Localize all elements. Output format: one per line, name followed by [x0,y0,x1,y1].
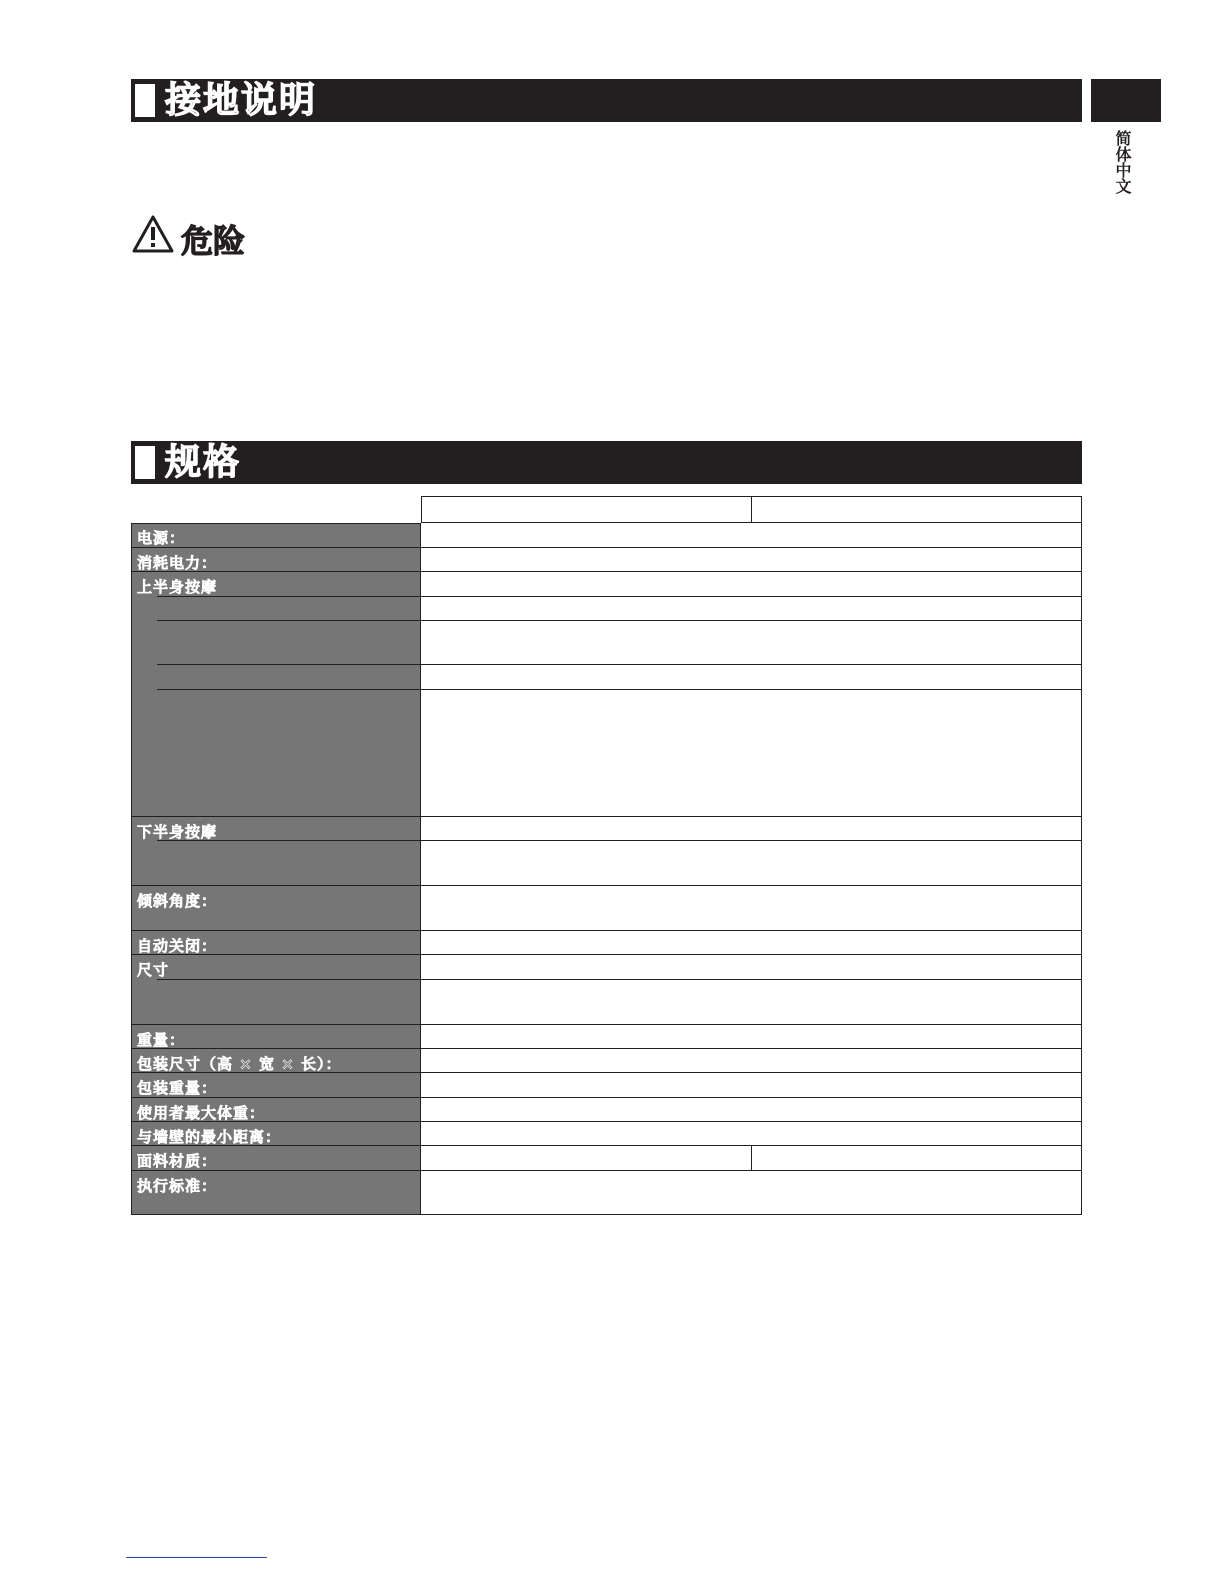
spec-row-fabric [131,1146,1082,1171]
specs-section-header [131,441,1082,484]
spec-row-auto-off [131,931,1082,955]
spec-value [421,1098,1082,1122]
spec-label: 自动关闭： [137,937,218,955]
spec-label: 电源： [137,529,186,547]
language-label: 简体中文 [1113,130,1132,194]
spec-row-dimensions [131,955,1082,980]
spec-row-max-user-weight [131,1098,1082,1122]
spec-row-lower-sub-1 [131,841,1082,886]
spec-value [421,548,1082,572]
section-marker [135,84,155,117]
spec-value [421,572,1082,597]
header-cell-model-2 [751,496,1082,523]
spec-row-standard [131,1171,1082,1215]
spec-row-upper-sub-2 [131,621,1082,665]
grounding-section-header [131,79,1082,122]
spec-label: 面料材质： [137,1152,218,1170]
spec-value [421,980,1082,1025]
spec-row-lower-body [131,817,1082,841]
spec-label: 倾斜角度： [137,892,218,910]
spec-row-upper-sub-3 [131,665,1082,690]
spec-row-upper-sub-4 [131,690,1082,817]
spec-value [421,841,1082,886]
spec-value [421,1049,1082,1073]
spec-value [421,1171,1082,1215]
spec-value [421,597,1082,621]
spec-label: 执行标准： [137,1177,218,1195]
footer-link-underline [126,1557,267,1558]
spec-label: 上半身按摩 [137,578,218,596]
spec-row-package-size [131,1049,1082,1073]
spec-row-weight [131,1025,1082,1049]
spec-row-recline-angle [131,886,1082,931]
spec-row-dimensions-sub [131,980,1082,1025]
spec-label: 使用者最大体重： [137,1104,266,1122]
spec-value [421,621,1082,665]
spec-label: 下半身按摩 [137,823,218,841]
spec-row-package-weight [131,1073,1082,1098]
spec-value [421,955,1082,980]
spec-row-consumption [131,548,1082,572]
spec-value [421,886,1082,931]
spec-value [421,665,1082,690]
spec-label: 包装重量： [137,1079,218,1097]
danger-label: 危险 [181,222,246,260]
spec-label: 与墙壁的最小距离： [137,1128,282,1146]
spec-table [131,496,1082,1216]
grounding-section-title: 接地说明 [165,80,318,121]
spec-label: 重量： [137,1031,186,1049]
spec-value [421,931,1082,955]
section-marker [135,446,155,479]
spec-value [421,690,1082,817]
spec-label: 尺寸 [137,961,170,979]
spec-value [421,817,1082,841]
spec-label: 消耗电力： [137,554,218,572]
spec-value [421,523,1082,548]
specs-section-title: 规格 [165,442,242,483]
spec-label: 包装尺寸（高 × 宽 × 长）： [137,1055,342,1073]
spec-value [421,1122,1082,1146]
language-tab [1091,79,1161,122]
spec-row-power [131,523,1082,548]
spec-row-upper-sub-1 [131,597,1082,621]
spec-row-wall-distance [131,1122,1082,1146]
header-cell-model-1 [421,496,753,523]
spec-value [421,1073,1082,1098]
spec-value [421,1025,1082,1049]
warning-triangle-icon [131,214,175,254]
spec-row-upper-body [131,572,1082,597]
